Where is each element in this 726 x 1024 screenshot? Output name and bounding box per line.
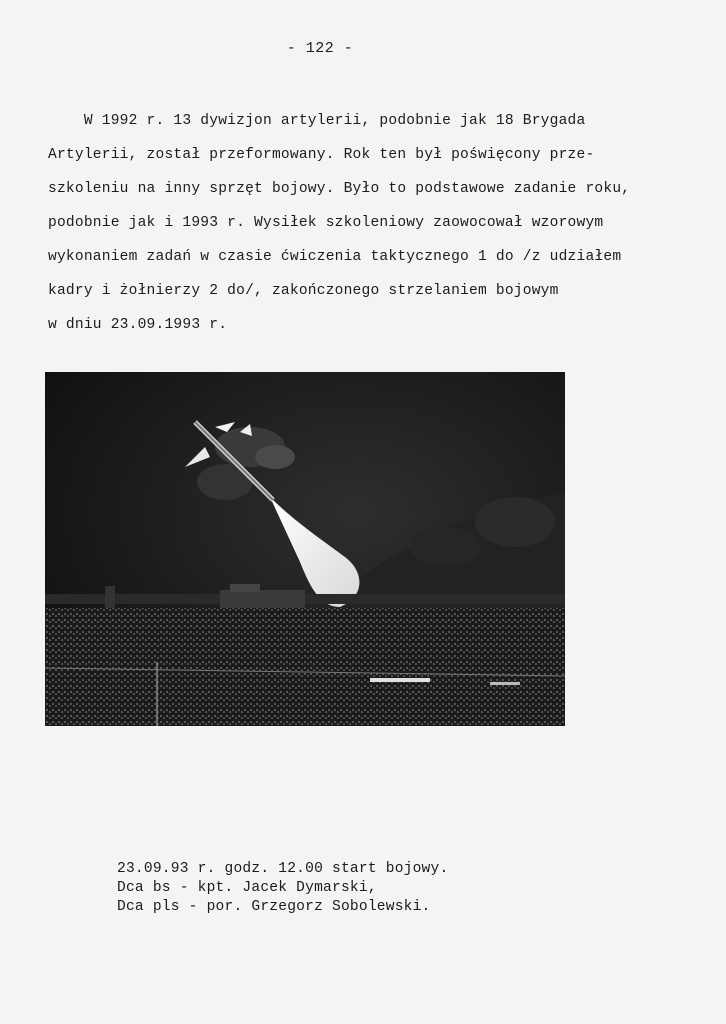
rocket-launch-photo	[45, 372, 565, 726]
photo-vehicles	[220, 590, 305, 608]
body-line-3: szkoleniu na inny sprzęt bojowy. Było to podstawowe zadanie roku,	[48, 181, 631, 197]
body-line-5: wykonaniem zadań w czasie ćwiczenia taktycznego 1 do /z udziałem	[48, 249, 622, 265]
page-number: - 122 -	[286, 40, 354, 57]
caption-line-2: Dca bs - kpt. Jacek Dymarski,	[117, 880, 377, 896]
photo-ground	[45, 608, 565, 726]
body-line-4: podobnie jak i 1993 r. Wysiłek szkoleniowy zaowocował wzorowym	[48, 215, 604, 231]
body-line-7: w dniu 23.09.1993 r.	[48, 317, 228, 333]
photo-illustration	[45, 372, 565, 726]
body-line-1: W 1992 r. 13 dywizjon artylerii, podobnie jak 18 Brygada	[48, 113, 586, 129]
body-line-6: kadry i żołnierzy 2 do/, zakończonego strzelaniem bojowym	[48, 283, 559, 299]
caption-line-3: Dca pls - por. Grzegorz Sobolewski.	[117, 899, 431, 915]
caption-line-1: 23.09.93 r. godz. 12.00 start bojowy.	[117, 861, 449, 877]
body-paragraph	[48, 104, 678, 342]
photo-caption	[117, 860, 637, 917]
body-line-2: Artylerii, został przeformowany. Rok ten był poświęcony prze-	[48, 147, 595, 163]
